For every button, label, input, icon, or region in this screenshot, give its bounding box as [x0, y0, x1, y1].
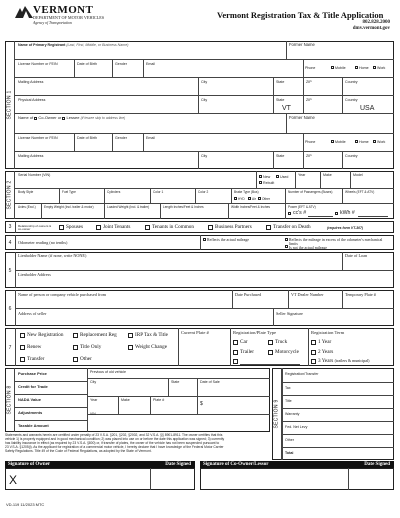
total-label: Total: [285, 451, 294, 455]
joint-tenants-label: Joint Tenants: [103, 224, 131, 230]
section-1: [5, 41, 394, 169]
vermont-logo: [14, 5, 34, 19]
trailer-label: Trailer: [240, 349, 254, 355]
owner-signature-field[interactable]: [5, 468, 195, 490]
motorcycle-checkbox[interactable]: [268, 350, 273, 355]
seller-label: Name of person or company vehicle purchased from: [18, 292, 107, 297]
section-6-label: 6: [8, 306, 12, 312]
odometer-label: Odometer reading (no tenths): [18, 240, 68, 245]
co-mobile-checkbox[interactable]: [331, 140, 334, 143]
actual-mileage-label: Reflects the actual mileage: [207, 237, 250, 242]
year-label: Year: [298, 173, 306, 177]
model-label: Model: [353, 173, 363, 177]
date-sale-label: Date of Sale: [200, 380, 220, 384]
former-name-label: Former Name: [289, 42, 315, 47]
title-only-checkbox[interactable]: [73, 345, 78, 350]
agency-sub: Agency of Transportation: [33, 21, 72, 25]
mailing-address-label: Mailing Address: [18, 80, 44, 84]
brake-label: Brake Type (Bus): [234, 190, 259, 194]
business-partners-checkbox[interactable]: [208, 225, 213, 230]
not-actual-checkbox[interactable]: [285, 245, 288, 248]
hyd-label: HYD: [238, 196, 245, 201]
co-mailing-label: Mailing Address: [18, 154, 44, 158]
car-checkbox[interactable]: [233, 340, 238, 345]
term-label: Registration Term: [311, 330, 345, 335]
replacement-reg-checkbox[interactable]: [73, 333, 78, 338]
physical-country-value[interactable]: USA: [360, 105, 375, 112]
reg-transfer-label: Registration/Transfer: [285, 372, 319, 376]
mobile-checkbox[interactable]: [331, 66, 334, 69]
co-owner-checkbox[interactable]: [34, 117, 37, 120]
plate-type-label: Registration/Plate Type: [233, 330, 277, 335]
renew-checkbox[interactable]: [20, 345, 25, 350]
s8-make-label: Make: [121, 398, 130, 402]
empty-weight-label: Empty Weight (Incl. trailer & motor): [44, 205, 94, 209]
term-3yr-checkbox[interactable]: [311, 359, 316, 364]
power-label: Power (EFT & ATV): [288, 205, 316, 209]
fed-tax-label: Fed. Net Levy: [285, 425, 308, 429]
trailer-checkbox[interactable]: [233, 350, 238, 355]
color1-label: Color 1: [153, 190, 164, 194]
temp-plate-label: Temporary Plate #: [345, 292, 376, 297]
current-plate-label: Current Plate #: [181, 330, 209, 335]
make-label: Make: [323, 173, 332, 177]
co-home-label: Home: [359, 139, 369, 144]
excess-mileage-label: Reflects the mileage in excess of the odometer's mechanical limits: [289, 237, 383, 246]
s8-vin-label: VIN: [90, 412, 96, 416]
co-mobile-label: Mobile: [335, 139, 346, 144]
transfer-death-label: Transfer on Death: [273, 224, 311, 230]
body-style-label: Body Style: [18, 190, 34, 194]
rebuilt-checkbox[interactable]: [259, 181, 262, 184]
not-actual-label: Is not the actual mileage: [289, 245, 328, 250]
term-1yr-checkbox[interactable]: [311, 340, 316, 345]
home-label: Home: [359, 65, 369, 70]
irp-label: IRP Tax & Title: [135, 332, 168, 338]
seller-address-label: Address of seller: [18, 311, 47, 316]
co-phone-label: Phone: [305, 140, 316, 144]
loan-date-label: Date of Loan: [345, 253, 368, 258]
home-checkbox[interactable]: [355, 66, 358, 69]
transfer-death-req: (requires form VT-307): [327, 225, 363, 230]
tenants-common-label: Tenants in Common: [152, 224, 194, 230]
credit-trade-label: Credit for Trade: [18, 384, 48, 389]
dollar-sign: $: [200, 401, 203, 407]
s9-other-label: Other: [285, 438, 294, 442]
weight-change-checkbox[interactable]: [128, 345, 133, 350]
new-checkbox[interactable]: [259, 175, 262, 178]
license-label: License Number or FEIN: [18, 62, 58, 66]
actual-mileage-checkbox[interactable]: [203, 238, 206, 241]
co-former-name-label: Former Name: [289, 115, 315, 120]
loaded-weight-label: Loaded Weight (Incl. & trailer): [107, 205, 150, 209]
cylinders-label: Cylinders: [107, 190, 121, 194]
dept-name: DEPARTMENT OF MOTOR VEHICLES: [33, 15, 105, 20]
transfer-checkbox[interactable]: [20, 357, 25, 362]
co-owner-signature-field[interactable]: [200, 468, 394, 490]
lienholder-label: Lienholder Name (if none, write NONE): [18, 253, 87, 258]
co-gender-label: Gender: [115, 136, 127, 140]
dmv-web: dmv.vermont.gov: [352, 26, 390, 31]
co-work-label: Work: [377, 139, 386, 144]
tax-label: Tax: [285, 386, 291, 390]
used-label: Used: [280, 174, 289, 179]
owner-signature-bar: Signature of Owner Date Signed: [5, 461, 195, 468]
axles-label: Axles (Excl.): [18, 205, 36, 209]
co-dob-label: Date of Birth: [77, 136, 97, 140]
motorcycle-label: Motorcycle: [275, 349, 299, 355]
spouses-label: Spouses: [66, 224, 84, 230]
state-label: State: [276, 80, 285, 84]
section-7-label: 7: [8, 345, 12, 351]
s8-plate-label: Plate #: [153, 398, 165, 402]
hyd-checkbox[interactable]: [234, 197, 237, 200]
irp-checkbox[interactable]: [128, 333, 133, 338]
length-label: Length Inches/Feet & Inches: [163, 205, 204, 209]
s8-city-label: City: [90, 380, 97, 384]
truck-label: Truck: [275, 339, 288, 345]
new-registration-checkbox[interactable]: [20, 333, 25, 338]
brake-other-checkbox[interactable]: [258, 197, 261, 200]
cc-label: cc's #: [293, 210, 307, 216]
adjustments-label: Adjustments: [18, 410, 43, 415]
taxable-label: Taxable Amount: [18, 423, 49, 428]
renew-label: Renew: [27, 344, 42, 350]
air-checkbox[interactable]: [248, 197, 251, 200]
state-label-2: State: [276, 98, 285, 102]
term-2yr-label: 2 Years: [318, 349, 334, 355]
color2-label: Color 2: [198, 190, 209, 194]
kwh-label: kWh #: [340, 210, 355, 216]
car-label: Car: [240, 339, 248, 345]
work-checkbox[interactable]: [373, 66, 376, 69]
city-label: City: [201, 80, 208, 84]
email-label: Email: [146, 62, 155, 66]
joint-tenants-checkbox[interactable]: [96, 225, 101, 230]
co-work-checkbox[interactable]: [373, 140, 376, 143]
section-2-label: SECTION 2: [5, 171, 15, 219]
excess-mileage-checkbox[interactable]: [285, 238, 288, 241]
zip-label: ZIP: [306, 80, 312, 84]
statement-line-4: 23 V.S.A. §1205(i). As the applicant for registration of a commercial motor vehicle, I hereby declare that I have knowledge of the Federal Motor Carrier: [5, 445, 224, 449]
signature-x-mark: X: [9, 473, 18, 487]
lienholder-address-label: Lienholder Address: [18, 272, 51, 277]
statement-line-2: vehicle 1) is properly equipped and in good mechanical condition; 2) was placed into use on or before the date this application was signed; 3) currently: [5, 437, 225, 441]
mobile-label: Mobile: [335, 65, 346, 70]
rebuilt-label: Rebuilt: [263, 180, 275, 185]
weight-change-label: Weight Change: [135, 344, 167, 350]
form-title: Vermont Registration Tax & Title Application: [217, 10, 384, 20]
title-label: Title: [285, 399, 292, 403]
new-label: New: [263, 174, 271, 179]
transfer-label: Transfer: [27, 356, 45, 362]
seller-signature-label: Seller Signature: [276, 311, 303, 316]
relationship-label: Relationship of owners & co-owner: [18, 224, 52, 232]
section-5-label: 5: [8, 268, 12, 274]
country-label: Country: [345, 80, 358, 84]
warranty-label: Warranty: [285, 412, 300, 416]
co-state-label: State: [276, 154, 285, 158]
new-registration-label: New Registration: [27, 332, 64, 338]
replacement-reg-label: Replacement Reg: [80, 332, 117, 338]
transfer-death-checkbox[interactable]: [266, 225, 271, 230]
co-owner-label: Name of Co-Owner or Lessee (if lessee skip to address line): [18, 115, 126, 120]
cc-checkbox[interactable]: [288, 212, 291, 215]
lessee-checkbox[interactable]: [62, 117, 65, 120]
statement-line-1: Statements and warrants herein are certified under penalty of 23 V.S.A. §201, §202, §2002, and 32 V.S.A. §§ 8901-8911. The owner certifies that this: [5, 433, 223, 437]
form-number: VD-119 11/2023 MTC: [6, 502, 45, 507]
co-license-label: License Number or FEIN: [18, 136, 58, 140]
prev-vehicle-label: Previous of old vehicle: [90, 370, 126, 374]
plate-other-checkbox[interactable]: [233, 359, 238, 364]
city-label-2: City: [201, 98, 208, 102]
co-home-checkbox[interactable]: [355, 140, 358, 143]
dealer-number-label: VT Dealer Number: [291, 292, 324, 297]
certification-statement: [5, 433, 270, 453]
primary-registrant-label: Name of Primary Registrant (Last, First, Middle, or Business Name): [18, 43, 129, 47]
fuel-label: Fuel Type: [62, 190, 76, 194]
co-owner-signature-bar: Signature of Co-Owner/Lessor Date Signed: [200, 461, 394, 468]
title-only-label: Title Only: [80, 344, 102, 350]
business-partners-label: Business Partners: [215, 224, 252, 230]
term-2yr-checkbox[interactable]: [311, 350, 316, 355]
brake-other-label: Other: [262, 196, 270, 201]
co-country-label: Country: [345, 154, 358, 158]
vin-label: Serial Number (VIN): [18, 173, 51, 177]
agency-name: VERMONT: [33, 4, 94, 16]
tenants-common-checkbox[interactable]: [145, 225, 150, 230]
nada-label: NADA Value: [18, 397, 41, 402]
used-checkbox[interactable]: [276, 175, 279, 178]
co-email-label: Email: [146, 136, 155, 140]
co-city-label: City: [201, 154, 208, 158]
truck-checkbox[interactable]: [268, 340, 273, 345]
statement-line-5: Safety Regulations. Title 49 of the Code of Federal Regulations, as adopted by the State of Vermont.: [5, 449, 152, 453]
phone-label: Phone: [305, 66, 316, 70]
physical-state-value[interactable]: VT: [282, 105, 291, 112]
co-zip-label: ZIP: [306, 154, 312, 158]
reg-other-label: Other: [80, 356, 92, 362]
term-3yr-label: 3 Years (trailers & municipal): [318, 358, 370, 364]
statement-line-3: has liability insurance in effect (as required by 23 V.S.A. §800) or, if transfer of plates, the owner of the vehicle has not been suspended pursuant to: [5, 441, 220, 445]
section-8-label: SECTION 8: [5, 368, 15, 432]
passengers-label: Number of Passengers (Buses): [288, 190, 333, 194]
gender-label: Gender: [115, 62, 127, 66]
section-9-label: SECTION 9: [272, 368, 282, 460]
zip-label-2: ZIP: [306, 98, 312, 102]
date-purchased-label: Date Purchased: [235, 292, 262, 297]
spouses-checkbox[interactable]: [59, 225, 64, 230]
purchase-price-label: Purchase Price: [18, 371, 47, 376]
country-label-2: Country: [345, 98, 358, 102]
width-label: Width Inches/Feet & Inches: [231, 205, 270, 209]
work-label: Work: [377, 65, 386, 70]
s8-year-label: Year: [90, 398, 98, 402]
air-label: Air: [252, 196, 256, 201]
physical-address-label: Physical Address: [18, 98, 46, 102]
wheels-label: Wheels (EFT & ATV): [345, 190, 375, 194]
section-3-label: 3: [8, 224, 12, 230]
kwh-checkbox[interactable]: [335, 212, 338, 215]
section-4-label: 4: [8, 240, 12, 246]
term-1yr-label: 1 Year: [318, 339, 332, 345]
reg-other-checkbox[interactable]: [73, 357, 78, 362]
section-1-label: SECTION 1: [5, 41, 15, 169]
dmv-phone: 802.828.2000: [362, 20, 390, 25]
dob-label: Date of Birth: [77, 62, 97, 66]
s8-state-label: State: [171, 380, 180, 384]
